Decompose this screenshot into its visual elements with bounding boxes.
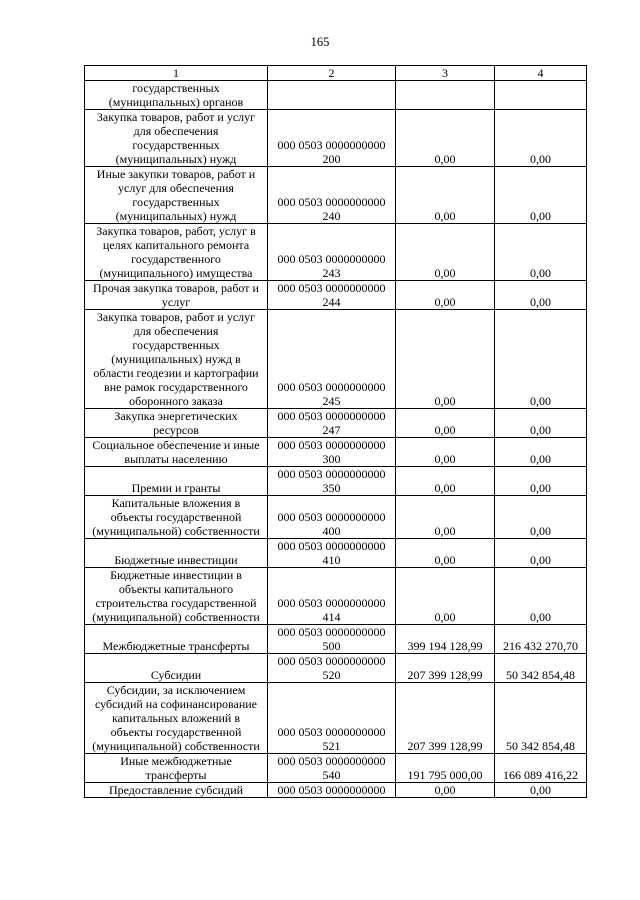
- row-value-col4: 0,00: [495, 539, 587, 568]
- row-name-line: государственного: [131, 252, 221, 266]
- row-name-line: услуг: [161, 295, 191, 309]
- row-name-line: Капитальные вложения в: [111, 496, 241, 510]
- page-number: 165: [310, 35, 330, 49]
- row-code: [268, 467, 396, 496]
- table-row: [85, 167, 587, 224]
- row-code-type: 400: [322, 524, 341, 538]
- row-name: [85, 281, 268, 310]
- row-name: [85, 438, 268, 467]
- row-code-main: 000 0503 0000000000: [277, 754, 386, 768]
- row-name-line: Иные закупки товаров, работ и: [96, 167, 256, 181]
- row-name-line: капитальных вложений в: [111, 711, 240, 725]
- row-value-col4: 0,00: [495, 110, 587, 167]
- row-value-col4: [495, 81, 587, 110]
- row-code-main: 000 0503 0000000000: [277, 380, 386, 394]
- row-name-line: объекты государственной: [110, 510, 242, 524]
- row-code: [268, 783, 396, 798]
- row-value-col3: 0,00: [396, 496, 495, 539]
- row-value-col4: 166 089 416,22: [495, 754, 587, 783]
- table-row: [85, 409, 587, 438]
- row-code-type: 247: [322, 423, 341, 437]
- row-value-col4: 0,00: [495, 409, 587, 438]
- row-name-line: строительства государственной: [95, 596, 257, 610]
- table-row: [85, 224, 587, 281]
- row-name-line: целях капитального ремонта: [102, 238, 250, 252]
- row-value-col4: 0,00: [495, 467, 587, 496]
- row-value-col3: 0,00: [396, 438, 495, 467]
- row-code-main: 000 0503 0000000000: [277, 783, 386, 797]
- row-name: [85, 496, 268, 539]
- row-value-col3: 0,00: [396, 310, 495, 409]
- row-code: [268, 683, 396, 754]
- row-name-line: объекты государственной: [110, 725, 242, 739]
- row-name-line: Субсидии, за исключением: [106, 683, 246, 697]
- row-name: [85, 467, 268, 496]
- row-code: [268, 496, 396, 539]
- row-code-type: 200: [322, 152, 341, 166]
- row-name-line: (муниципальных) органов: [108, 95, 244, 109]
- row-code-type: 240: [322, 209, 341, 223]
- row-value-col3: 0,00: [396, 783, 495, 798]
- row-code-main: 000 0503 0000000000: [277, 625, 386, 639]
- row-code: [268, 625, 396, 654]
- row-value-col3: 0,00: [396, 409, 495, 438]
- row-name-line: для обеспечения: [133, 124, 219, 138]
- row-code-type: 300: [322, 452, 341, 466]
- row-name-line: Иные межбюджетные: [120, 754, 232, 768]
- row-name-line: Субсидии: [150, 668, 202, 682]
- row-code-type: 350: [322, 481, 341, 495]
- row-code-type: 520: [322, 668, 341, 682]
- row-value-col3: 399 194 128,99: [396, 625, 495, 654]
- row-value-col3: 0,00: [396, 568, 495, 625]
- row-name: [85, 754, 268, 783]
- row-name-line: Социальное обеспечение и иные: [92, 438, 260, 452]
- row-name: [85, 654, 268, 683]
- row-code-type: 521: [322, 739, 341, 753]
- column-header-2: 2: [268, 66, 396, 81]
- table-row: [85, 625, 587, 654]
- table-row: [85, 81, 587, 110]
- row-name-line: государственных: [132, 81, 220, 95]
- row-code: [268, 167, 396, 224]
- row-value-col3: 207 399 128,99: [396, 683, 495, 754]
- row-code-main: 000 0503 0000000000: [277, 467, 386, 481]
- row-code: [268, 110, 396, 167]
- row-name: [85, 81, 268, 110]
- row-code-main: 000 0503 0000000000: [277, 409, 386, 423]
- row-value-col4: 0,00: [495, 783, 587, 798]
- row-name-line: Межбюджетные трансферты: [102, 639, 250, 653]
- row-code: [268, 754, 396, 783]
- row-name: [85, 539, 268, 568]
- row-name-line: (муниципальных) нужд: [115, 152, 237, 166]
- row-code: [268, 438, 396, 467]
- row-name: [85, 310, 268, 409]
- row-value-col3: 0,00: [396, 110, 495, 167]
- row-name-line: (муниципальной) собственности: [92, 739, 260, 753]
- row-name-line: области геодезии и картографии: [93, 366, 259, 380]
- row-name: [85, 683, 268, 754]
- row-name-line: Бюджетные инвестиции: [114, 553, 238, 567]
- row-code: [268, 539, 396, 568]
- row-value-col4: 216 432 270,70: [495, 625, 587, 654]
- row-value-col4: 0,00: [495, 310, 587, 409]
- row-value-col4: 0,00: [495, 568, 587, 625]
- row-code: [268, 409, 396, 438]
- row-value-col3: 0,00: [396, 167, 495, 224]
- row-name-line: Закупка товаров, работ и услуг: [96, 110, 256, 124]
- table-row: [85, 110, 587, 167]
- row-name: [85, 568, 268, 625]
- row-name: [85, 110, 268, 167]
- row-name-line: Закупка энергетических: [114, 409, 238, 423]
- row-code-main: 000 0503 0000000000: [277, 539, 386, 553]
- row-name-line: (муниципальных) нужд: [115, 209, 237, 223]
- row-name: [85, 224, 268, 281]
- row-code: [268, 310, 396, 409]
- row-name-line: Предоставление субсидий: [108, 783, 244, 797]
- row-value-col3: 0,00: [396, 539, 495, 568]
- row-code-type: 243: [322, 266, 341, 280]
- row-value-col4: 0,00: [495, 167, 587, 224]
- row-code-main: 000 0503 0000000000: [277, 438, 386, 452]
- row-value-col3: 191 795 000,00: [396, 754, 495, 783]
- row-name-line: субсидий на софинансирование: [94, 697, 257, 711]
- row-name: [85, 167, 268, 224]
- row-name-line: для обеспечения: [133, 324, 219, 338]
- row-value-col4: 50 342 854,48: [495, 654, 587, 683]
- row-name: [85, 625, 268, 654]
- row-name-line: объекты капитального: [118, 582, 234, 596]
- row-name-line: Закупка товаров, работ, услуг в: [96, 224, 256, 238]
- table-row: [85, 310, 587, 409]
- row-code-main: 000 0503 0000000000: [277, 596, 386, 610]
- row-name-line: (муниципальных) нужд в: [111, 352, 241, 366]
- row-code: [268, 654, 396, 683]
- row-value-col3: 0,00: [396, 281, 495, 310]
- table-row: [85, 438, 587, 467]
- row-code-type: 245: [322, 394, 341, 408]
- row-code-main: 000 0503 0000000000: [277, 252, 386, 266]
- table-header-row: [85, 66, 587, 81]
- row-code-main: 000 0503 0000000000: [277, 654, 386, 668]
- table-row: [85, 783, 587, 798]
- row-name: [85, 409, 268, 438]
- table-row: [85, 568, 587, 625]
- column-header-3: 3: [396, 66, 495, 81]
- row-value-col3: 0,00: [396, 224, 495, 281]
- row-name-line: услуг для обеспечения: [118, 181, 234, 195]
- row-code: [268, 281, 396, 310]
- row-code-type: 414: [322, 610, 341, 624]
- table-row: [85, 496, 587, 539]
- row-name-line: (муниципального) имущества: [99, 266, 253, 280]
- table-row: [85, 754, 587, 783]
- row-code: [268, 224, 396, 281]
- table-row: [85, 683, 587, 754]
- row-value-col3: 207 399 128,99: [396, 654, 495, 683]
- table-row: [85, 281, 587, 310]
- row-value-col3: [396, 81, 495, 110]
- row-value-col4: 0,00: [495, 438, 587, 467]
- row-name-line: Закупка товаров, работ и услуг: [96, 310, 256, 324]
- row-name-line: (муниципальной) собственности: [92, 524, 260, 538]
- row-value-col4: 50 342 854,48: [495, 683, 587, 754]
- budget-table: [84, 65, 587, 798]
- row-code-type: 410: [322, 553, 341, 567]
- row-code-main: 000 0503 0000000000: [277, 725, 386, 739]
- row-value-col4: 0,00: [495, 281, 587, 310]
- table-body: [85, 81, 587, 798]
- row-name-line: выплаты населению: [124, 452, 228, 466]
- row-code-type: 244: [322, 295, 341, 309]
- row-code-main: 000 0503 0000000000: [277, 138, 386, 152]
- row-name-line: трансферты: [145, 768, 207, 782]
- row-name-line: вне рамок государственного: [104, 380, 248, 394]
- row-name-line: ресурсов: [153, 423, 199, 437]
- row-name-line: государственных: [132, 195, 220, 209]
- row-value-col4: 0,00: [495, 224, 587, 281]
- row-value-col3: 0,00: [396, 467, 495, 496]
- row-code-main: 000 0503 0000000000: [277, 510, 386, 524]
- row-code-type: 500: [322, 639, 341, 653]
- row-code-main: 000 0503 0000000000: [277, 195, 386, 209]
- row-name-line: государственных: [132, 338, 220, 352]
- table-row: [85, 467, 587, 496]
- table-row: [85, 539, 587, 568]
- column-header-1: 1: [85, 66, 268, 81]
- row-name: [85, 783, 268, 798]
- row-name-line: Бюджетные инвестиции в: [110, 568, 242, 582]
- row-code-type: 540: [322, 768, 341, 782]
- row-code: [268, 81, 396, 110]
- row-name-line: оборонного заказа: [129, 394, 223, 408]
- row-code-main: 000 0503 0000000000: [277, 281, 386, 295]
- row-name-line: (муниципальной) собственности: [92, 610, 260, 624]
- row-name-line: государственных: [132, 138, 220, 152]
- row-value-col4: 0,00: [495, 496, 587, 539]
- row-name-line: Прочая закупка товаров, работ и: [93, 281, 259, 295]
- table-row: [85, 654, 587, 683]
- column-header-4: 4: [495, 66, 587, 81]
- row-code: [268, 568, 396, 625]
- row-name-line: Премии и гранты: [131, 481, 221, 495]
